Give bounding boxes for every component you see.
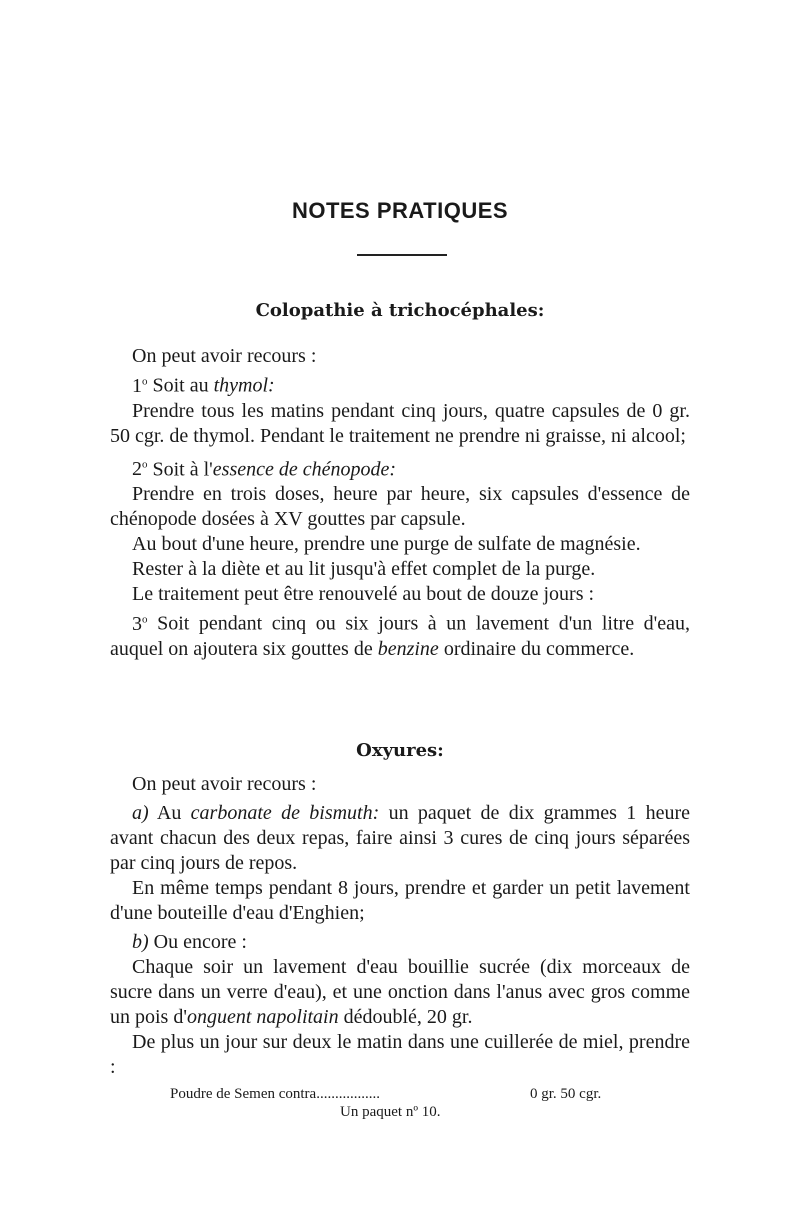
onguent-term: onguent napolitain [186, 1006, 339, 1028]
section-heading-colopathie: Colopathie à trichocéphales: [255, 300, 545, 321]
recipe-ingredient: Poudre de Semen contra................. [170, 1086, 380, 1102]
item-2-heading: 2$^o$ Soit à l'essence de chénopode: [132, 458, 397, 481]
item-3-number: 3$^o$ [132, 612, 148, 635]
section-oxyures-body [110, 772, 690, 1080]
page-title: NOTES PRATIQUES [291, 198, 509, 223]
item-2-text-4: Le traitement peut être renouvelé au bout de douze jours : [132, 583, 595, 606]
recipe-note: Un paquet nº 10. [340, 1104, 441, 1120]
option-a-text-2: En même temps pendant 8 jours, prendre et garder un petit lavement d'une bouteille d'eau d'Enghien; [110, 877, 690, 924]
item-2-text-2: Au bout d'une heure, prendre une purge de sulfate de magnésie. [132, 533, 641, 556]
thymol-term: thymol: [213, 374, 275, 397]
item-2-number: 2$^o$ [132, 458, 148, 481]
item-1-text: Prendre tous les matins pendant cinq jours, quatre capsules de 0 gr. 50 cgr. de thymol. Pendant le traitement ne prendre ni graisse, ni alcool; [110, 399, 690, 447]
option-b-text: Chaque soir un lavement d'eau bouillie sucrée (dix morceaux de sucre dans un verre d'eau), et une onction dans l'anus avec gros comme un pois d'onguent napolitain dédoublé, 20 gr. [110, 956, 690, 1028]
option-a-text: a) Au carbonate de bismuth: un paquet de dix grammes 1 heure avant chacun des deux repas, faire ainsi 3 cures de cinq jours séparées par cinq jours de repos. [110, 802, 690, 874]
option-a-label: a) [132, 802, 149, 824]
recipe-dose: 0 gr. 50 cgr. [530, 1086, 602, 1102]
item-3-text: 3$^o$ Soit pendant cinq ou six jours à un lavement d'un litre d'eau, auquel on ajoutera six gouttes de benzine ordinaire du commerce. [110, 612, 690, 660]
option-b-heading: b) Ou encore : [132, 931, 247, 953]
section-colopathie-body [110, 344, 690, 662]
item-1-number: 1$^o$ [132, 374, 148, 397]
benzine-term: benzine [377, 637, 439, 660]
option-b-text-2: De plus un jour sur deux le matin dans une cuillerée de miel, prendre : [110, 1031, 690, 1078]
oxyures-intro: On peut avoir recours : [132, 773, 317, 795]
title-rule [357, 254, 447, 256]
item-2-text: Prendre en trois doses, heure par heure, six capsules d'essence de chénopode dosées à XV gouttes par capsule. [110, 483, 690, 531]
option-b-label: b) [132, 931, 149, 953]
intro-text: On peut avoir recours : [132, 345, 317, 367]
bismuth-term: carbonate de bismuth: [190, 802, 380, 824]
chenopode-term: essence de chénopode: [212, 458, 397, 481]
item-2-text-3: Rester à la diète et au lit jusqu'à effet complet de la purge. [132, 558, 596, 581]
section-heading-oxyures: Oxyures: [356, 740, 444, 761]
item-1-heading: 1$^o$ Soit au thymol: [132, 374, 275, 397]
